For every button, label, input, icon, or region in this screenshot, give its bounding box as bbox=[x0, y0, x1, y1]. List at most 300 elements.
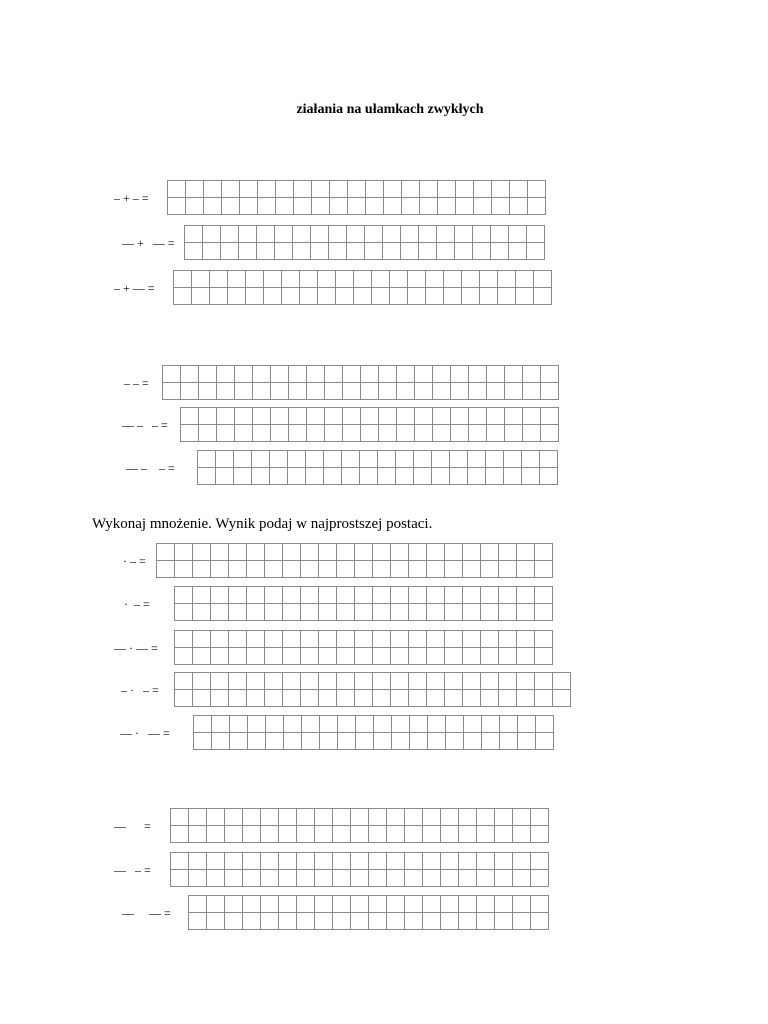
grid-cell[interactable] bbox=[240, 198, 258, 215]
grid-cell[interactable] bbox=[487, 366, 505, 383]
grid-cell[interactable] bbox=[265, 544, 283, 561]
grid-cell[interactable] bbox=[261, 853, 279, 870]
grid-cell[interactable] bbox=[324, 468, 342, 485]
grid-cell[interactable] bbox=[199, 425, 217, 442]
grid-cell[interactable] bbox=[518, 716, 536, 733]
grid-cell[interactable] bbox=[523, 383, 541, 400]
grid-cell[interactable] bbox=[427, 648, 445, 665]
grid-cell[interactable] bbox=[175, 631, 193, 648]
grid-cell[interactable] bbox=[204, 198, 222, 215]
grid-cell[interactable] bbox=[409, 587, 427, 604]
grid-cell[interactable] bbox=[427, 561, 445, 578]
grid-cell[interactable] bbox=[354, 288, 372, 305]
grid-cell[interactable] bbox=[409, 690, 427, 707]
grid-cell[interactable] bbox=[248, 733, 266, 750]
grid-cell[interactable] bbox=[193, 544, 211, 561]
grid-cell[interactable] bbox=[212, 733, 230, 750]
grid-cell[interactable] bbox=[513, 809, 531, 826]
grid-cell[interactable] bbox=[211, 631, 229, 648]
grid-cell[interactable] bbox=[433, 383, 451, 400]
grid-cell[interactable] bbox=[505, 408, 523, 425]
grid-cell[interactable] bbox=[229, 631, 247, 648]
grid-cell[interactable] bbox=[157, 561, 175, 578]
grid-cell[interactable] bbox=[192, 271, 210, 288]
grid-cell[interactable] bbox=[392, 716, 410, 733]
grid-cell[interactable] bbox=[252, 468, 270, 485]
grid-cell[interactable] bbox=[491, 226, 509, 243]
grid-cell[interactable] bbox=[498, 288, 516, 305]
grid-cell[interactable] bbox=[477, 809, 495, 826]
grid-cell[interactable] bbox=[499, 604, 517, 621]
grid-cell[interactable] bbox=[379, 425, 397, 442]
grid-cell[interactable] bbox=[513, 913, 531, 930]
grid-cell[interactable] bbox=[409, 604, 427, 621]
grid-cell[interactable] bbox=[279, 809, 297, 826]
grid-cell[interactable] bbox=[468, 451, 486, 468]
grid-cell[interactable] bbox=[372, 288, 390, 305]
grid-cell[interactable] bbox=[480, 288, 498, 305]
grid-cell[interactable] bbox=[283, 673, 301, 690]
grid-cell[interactable] bbox=[266, 733, 284, 750]
grid-cell[interactable] bbox=[198, 451, 216, 468]
grid-cell[interactable] bbox=[374, 733, 392, 750]
grid-cell[interactable] bbox=[276, 181, 294, 198]
grid-cell[interactable] bbox=[246, 271, 264, 288]
grid-cell[interactable] bbox=[523, 366, 541, 383]
grid-cell[interactable] bbox=[373, 690, 391, 707]
grid-cell[interactable] bbox=[337, 690, 355, 707]
grid-cell[interactable] bbox=[336, 288, 354, 305]
grid-cell[interactable] bbox=[337, 673, 355, 690]
grid-cell[interactable] bbox=[499, 673, 517, 690]
grid-cell[interactable] bbox=[324, 451, 342, 468]
grid-cell[interactable] bbox=[181, 383, 199, 400]
grid-cell[interactable] bbox=[283, 648, 301, 665]
grid-cell[interactable] bbox=[307, 383, 325, 400]
grid-cell[interactable] bbox=[445, 690, 463, 707]
grid-cell[interactable] bbox=[333, 913, 351, 930]
grid-cell[interactable] bbox=[414, 451, 432, 468]
grid-cell[interactable] bbox=[427, 587, 445, 604]
grid-cell[interactable] bbox=[427, 544, 445, 561]
grid-cell[interactable] bbox=[500, 733, 518, 750]
grid-cell[interactable] bbox=[293, 243, 311, 260]
grid-cell[interactable] bbox=[468, 468, 486, 485]
grid-cell[interactable] bbox=[517, 690, 535, 707]
grid-cell[interactable] bbox=[356, 716, 374, 733]
grid-cell[interactable] bbox=[235, 425, 253, 442]
grid-cell[interactable] bbox=[420, 198, 438, 215]
grid-cell[interactable] bbox=[473, 226, 491, 243]
grid-cell[interactable] bbox=[384, 181, 402, 198]
grid-cell[interactable] bbox=[301, 587, 319, 604]
grid-cell[interactable] bbox=[463, 604, 481, 621]
grid-cell[interactable] bbox=[469, 408, 487, 425]
grid-cell[interactable] bbox=[243, 896, 261, 913]
grid-cell[interactable] bbox=[348, 198, 366, 215]
grid-cell[interactable] bbox=[261, 809, 279, 826]
grid-cell[interactable] bbox=[293, 226, 311, 243]
grid-cell[interactable] bbox=[396, 468, 414, 485]
grid-cell[interactable] bbox=[253, 383, 271, 400]
grid-cell[interactable] bbox=[401, 243, 419, 260]
grid-cell[interactable] bbox=[397, 408, 415, 425]
grid-cell[interactable] bbox=[481, 690, 499, 707]
grid-cell[interactable] bbox=[319, 648, 337, 665]
grid-cell[interactable] bbox=[463, 690, 481, 707]
grid-cell[interactable] bbox=[463, 544, 481, 561]
grid-cell[interactable] bbox=[283, 561, 301, 578]
grid-cell[interactable] bbox=[240, 181, 258, 198]
grid-cell[interactable] bbox=[517, 561, 535, 578]
grid-cell[interactable] bbox=[171, 809, 189, 826]
grid-cell[interactable] bbox=[505, 425, 523, 442]
grid-cell[interactable] bbox=[337, 587, 355, 604]
grid-cell[interactable] bbox=[401, 226, 419, 243]
grid-cell[interactable] bbox=[535, 673, 553, 690]
grid-cell[interactable] bbox=[459, 853, 477, 870]
grid-cell[interactable] bbox=[211, 604, 229, 621]
grid-cell[interactable] bbox=[482, 716, 500, 733]
answer-grid[interactable] bbox=[174, 672, 571, 707]
grid-cell[interactable] bbox=[522, 451, 540, 468]
grid-cell[interactable] bbox=[312, 198, 330, 215]
grid-cell[interactable] bbox=[517, 544, 535, 561]
grid-cell[interactable] bbox=[441, 913, 459, 930]
grid-cell[interactable] bbox=[410, 716, 428, 733]
grid-cell[interactable] bbox=[301, 631, 319, 648]
grid-cell[interactable] bbox=[444, 288, 462, 305]
grid-cell[interactable] bbox=[207, 913, 225, 930]
answer-grid[interactable] bbox=[162, 365, 559, 400]
grid-cell[interactable] bbox=[319, 561, 337, 578]
grid-cell[interactable] bbox=[499, 587, 517, 604]
grid-cell[interactable] bbox=[373, 631, 391, 648]
grid-cell[interactable] bbox=[428, 733, 446, 750]
grid-cell[interactable] bbox=[252, 451, 270, 468]
grid-cell[interactable] bbox=[373, 587, 391, 604]
grid-cell[interactable] bbox=[247, 673, 265, 690]
grid-cell[interactable] bbox=[248, 716, 266, 733]
grid-cell[interactable] bbox=[247, 561, 265, 578]
grid-cell[interactable] bbox=[499, 561, 517, 578]
grid-cell[interactable] bbox=[433, 408, 451, 425]
grid-cell[interactable] bbox=[301, 561, 319, 578]
grid-cell[interactable] bbox=[228, 288, 246, 305]
grid-cell[interactable] bbox=[423, 870, 441, 887]
grid-cell[interactable] bbox=[265, 690, 283, 707]
answer-grid[interactable] bbox=[184, 225, 545, 260]
grid-cell[interactable] bbox=[531, 826, 549, 843]
grid-cell[interactable] bbox=[391, 631, 409, 648]
grid-cell[interactable] bbox=[527, 226, 545, 243]
grid-cell[interactable] bbox=[391, 604, 409, 621]
grid-cell[interactable] bbox=[289, 383, 307, 400]
grid-cell[interactable] bbox=[415, 383, 433, 400]
grid-cell[interactable] bbox=[481, 631, 499, 648]
grid-cell[interactable] bbox=[351, 853, 369, 870]
grid-cell[interactable] bbox=[423, 826, 441, 843]
grid-cell[interactable] bbox=[459, 896, 477, 913]
grid-cell[interactable] bbox=[518, 733, 536, 750]
grid-cell[interactable] bbox=[207, 853, 225, 870]
grid-cell[interactable] bbox=[315, 809, 333, 826]
grid-cell[interactable] bbox=[297, 809, 315, 826]
grid-cell[interactable] bbox=[342, 451, 360, 468]
grid-cell[interactable] bbox=[473, 243, 491, 260]
grid-cell[interactable] bbox=[517, 673, 535, 690]
grid-cell[interactable] bbox=[318, 288, 336, 305]
grid-cell[interactable] bbox=[361, 408, 379, 425]
grid-cell[interactable] bbox=[264, 288, 282, 305]
grid-cell[interactable] bbox=[306, 451, 324, 468]
grid-cell[interactable] bbox=[312, 181, 330, 198]
grid-cell[interactable] bbox=[481, 544, 499, 561]
grid-cell[interactable] bbox=[360, 468, 378, 485]
grid-cell[interactable] bbox=[487, 425, 505, 442]
grid-cell[interactable] bbox=[194, 733, 212, 750]
grid-cell[interactable] bbox=[455, 243, 473, 260]
grid-cell[interactable] bbox=[360, 451, 378, 468]
grid-cell[interactable] bbox=[351, 826, 369, 843]
grid-cell[interactable] bbox=[438, 198, 456, 215]
grid-cell[interactable] bbox=[410, 733, 428, 750]
grid-cell[interactable] bbox=[302, 733, 320, 750]
grid-cell[interactable] bbox=[329, 243, 347, 260]
grid-cell[interactable] bbox=[193, 604, 211, 621]
grid-cell[interactable] bbox=[247, 544, 265, 561]
grid-cell[interactable] bbox=[325, 425, 343, 442]
grid-cell[interactable] bbox=[225, 826, 243, 843]
grid-cell[interactable] bbox=[387, 896, 405, 913]
grid-cell[interactable] bbox=[315, 826, 333, 843]
grid-cell[interactable] bbox=[265, 673, 283, 690]
grid-cell[interactable] bbox=[265, 631, 283, 648]
grid-cell[interactable] bbox=[534, 288, 552, 305]
grid-cell[interactable] bbox=[379, 408, 397, 425]
grid-cell[interactable] bbox=[451, 425, 469, 442]
grid-cell[interactable] bbox=[409, 648, 427, 665]
grid-cell[interactable] bbox=[283, 690, 301, 707]
grid-cell[interactable] bbox=[211, 648, 229, 665]
grid-cell[interactable] bbox=[343, 425, 361, 442]
grid-cell[interactable] bbox=[289, 366, 307, 383]
grid-cell[interactable] bbox=[175, 673, 193, 690]
grid-cell[interactable] bbox=[446, 716, 464, 733]
grid-cell[interactable] bbox=[203, 243, 221, 260]
grid-cell[interactable] bbox=[498, 271, 516, 288]
grid-cell[interactable] bbox=[499, 631, 517, 648]
grid-cell[interactable] bbox=[192, 288, 210, 305]
grid-cell[interactable] bbox=[500, 716, 518, 733]
grid-cell[interactable] bbox=[355, 673, 373, 690]
grid-cell[interactable] bbox=[373, 544, 391, 561]
answer-grid[interactable] bbox=[170, 808, 549, 843]
grid-cell[interactable] bbox=[203, 226, 221, 243]
grid-cell[interactable] bbox=[397, 425, 415, 442]
grid-cell[interactable] bbox=[347, 226, 365, 243]
grid-cell[interactable] bbox=[354, 271, 372, 288]
grid-cell[interactable] bbox=[535, 544, 553, 561]
grid-cell[interactable] bbox=[451, 383, 469, 400]
grid-cell[interactable] bbox=[330, 181, 348, 198]
grid-cell[interactable] bbox=[463, 631, 481, 648]
grid-cell[interactable] bbox=[437, 226, 455, 243]
grid-cell[interactable] bbox=[531, 809, 549, 826]
grid-cell[interactable] bbox=[427, 604, 445, 621]
grid-cell[interactable] bbox=[535, 561, 553, 578]
grid-cell[interactable] bbox=[306, 468, 324, 485]
grid-cell[interactable] bbox=[338, 716, 356, 733]
grid-cell[interactable] bbox=[279, 896, 297, 913]
grid-cell[interactable] bbox=[301, 604, 319, 621]
grid-cell[interactable] bbox=[315, 896, 333, 913]
grid-cell[interactable] bbox=[450, 451, 468, 468]
grid-cell[interactable] bbox=[351, 870, 369, 887]
grid-cell[interactable] bbox=[419, 243, 437, 260]
grid-cell[interactable] bbox=[378, 468, 396, 485]
grid-cell[interactable] bbox=[211, 673, 229, 690]
grid-cell[interactable] bbox=[426, 288, 444, 305]
grid-cell[interactable] bbox=[451, 408, 469, 425]
grid-cell[interactable] bbox=[279, 870, 297, 887]
grid-cell[interactable] bbox=[175, 587, 193, 604]
grid-cell[interactable] bbox=[504, 468, 522, 485]
grid-cell[interactable] bbox=[193, 673, 211, 690]
grid-cell[interactable] bbox=[243, 870, 261, 887]
grid-cell[interactable] bbox=[444, 271, 462, 288]
grid-cell[interactable] bbox=[438, 181, 456, 198]
grid-cell[interactable] bbox=[531, 913, 549, 930]
grid-cell[interactable] bbox=[459, 826, 477, 843]
grid-cell[interactable] bbox=[189, 853, 207, 870]
grid-cell[interactable] bbox=[337, 604, 355, 621]
grid-cell[interactable] bbox=[486, 451, 504, 468]
grid-cell[interactable] bbox=[239, 243, 257, 260]
grid-cell[interactable] bbox=[185, 226, 203, 243]
grid-cell[interactable] bbox=[211, 690, 229, 707]
grid-cell[interactable] bbox=[379, 366, 397, 383]
grid-cell[interactable] bbox=[193, 561, 211, 578]
grid-cell[interactable] bbox=[284, 733, 302, 750]
grid-cell[interactable] bbox=[361, 425, 379, 442]
grid-cell[interactable] bbox=[523, 425, 541, 442]
grid-cell[interactable] bbox=[318, 271, 336, 288]
grid-cell[interactable] bbox=[419, 226, 437, 243]
grid-cell[interactable] bbox=[441, 809, 459, 826]
grid-cell[interactable] bbox=[319, 544, 337, 561]
grid-cell[interactable] bbox=[450, 468, 468, 485]
grid-cell[interactable] bbox=[174, 271, 192, 288]
grid-cell[interactable] bbox=[355, 561, 373, 578]
grid-cell[interactable] bbox=[441, 853, 459, 870]
grid-cell[interactable] bbox=[351, 896, 369, 913]
grid-cell[interactable] bbox=[405, 870, 423, 887]
grid-cell[interactable] bbox=[311, 243, 329, 260]
grid-cell[interactable] bbox=[369, 913, 387, 930]
grid-cell[interactable] bbox=[271, 383, 289, 400]
grid-cell[interactable] bbox=[365, 226, 383, 243]
grid-cell[interactable] bbox=[175, 561, 193, 578]
grid-cell[interactable] bbox=[235, 366, 253, 383]
grid-cell[interactable] bbox=[199, 383, 217, 400]
grid-cell[interactable] bbox=[243, 853, 261, 870]
grid-cell[interactable] bbox=[247, 587, 265, 604]
grid-cell[interactable] bbox=[283, 604, 301, 621]
grid-cell[interactable] bbox=[301, 673, 319, 690]
grid-cell[interactable] bbox=[445, 587, 463, 604]
grid-cell[interactable] bbox=[534, 271, 552, 288]
grid-cell[interactable] bbox=[391, 648, 409, 665]
grid-cell[interactable] bbox=[225, 913, 243, 930]
grid-cell[interactable] bbox=[307, 366, 325, 383]
grid-cell[interactable] bbox=[355, 631, 373, 648]
grid-cell[interactable] bbox=[463, 673, 481, 690]
grid-cell[interactable] bbox=[541, 408, 559, 425]
answer-grid[interactable] bbox=[170, 852, 549, 887]
grid-cell[interactable] bbox=[437, 243, 455, 260]
grid-cell[interactable] bbox=[271, 366, 289, 383]
grid-cell[interactable] bbox=[531, 896, 549, 913]
grid-cell[interactable] bbox=[528, 198, 546, 215]
grid-cell[interactable] bbox=[553, 673, 571, 690]
answer-grid[interactable] bbox=[193, 715, 554, 750]
grid-cell[interactable] bbox=[522, 468, 540, 485]
grid-cell[interactable] bbox=[181, 366, 199, 383]
grid-cell[interactable] bbox=[462, 271, 480, 288]
grid-cell[interactable] bbox=[271, 425, 289, 442]
grid-cell[interactable] bbox=[387, 809, 405, 826]
grid-cell[interactable] bbox=[477, 853, 495, 870]
grid-cell[interactable] bbox=[463, 561, 481, 578]
grid-cell[interactable] bbox=[446, 733, 464, 750]
grid-cell[interactable] bbox=[175, 544, 193, 561]
grid-cell[interactable] bbox=[235, 383, 253, 400]
grid-cell[interactable] bbox=[258, 181, 276, 198]
grid-cell[interactable] bbox=[301, 544, 319, 561]
grid-cell[interactable] bbox=[337, 561, 355, 578]
grid-cell[interactable] bbox=[221, 243, 239, 260]
grid-cell[interactable] bbox=[441, 870, 459, 887]
grid-cell[interactable] bbox=[229, 544, 247, 561]
grid-cell[interactable] bbox=[495, 853, 513, 870]
grid-cell[interactable] bbox=[343, 408, 361, 425]
grid-cell[interactable] bbox=[455, 226, 473, 243]
answer-grid[interactable] bbox=[173, 270, 552, 305]
grid-cell[interactable] bbox=[300, 288, 318, 305]
grid-cell[interactable] bbox=[531, 870, 549, 887]
grid-cell[interactable] bbox=[189, 809, 207, 826]
grid-cell[interactable] bbox=[366, 198, 384, 215]
grid-cell[interactable] bbox=[261, 896, 279, 913]
grid-cell[interactable] bbox=[325, 366, 343, 383]
grid-cell[interactable] bbox=[469, 425, 487, 442]
grid-cell[interactable] bbox=[397, 366, 415, 383]
grid-cell[interactable] bbox=[427, 673, 445, 690]
grid-cell[interactable] bbox=[373, 673, 391, 690]
grid-cell[interactable] bbox=[499, 690, 517, 707]
grid-cell[interactable] bbox=[459, 870, 477, 887]
grid-cell[interactable] bbox=[229, 587, 247, 604]
grid-cell[interactable] bbox=[535, 690, 553, 707]
grid-cell[interactable] bbox=[369, 826, 387, 843]
grid-cell[interactable] bbox=[210, 288, 228, 305]
grid-cell[interactable] bbox=[477, 870, 495, 887]
grid-cell[interactable] bbox=[319, 631, 337, 648]
grid-cell[interactable] bbox=[415, 408, 433, 425]
grid-cell[interactable] bbox=[347, 243, 365, 260]
grid-cell[interactable] bbox=[297, 826, 315, 843]
